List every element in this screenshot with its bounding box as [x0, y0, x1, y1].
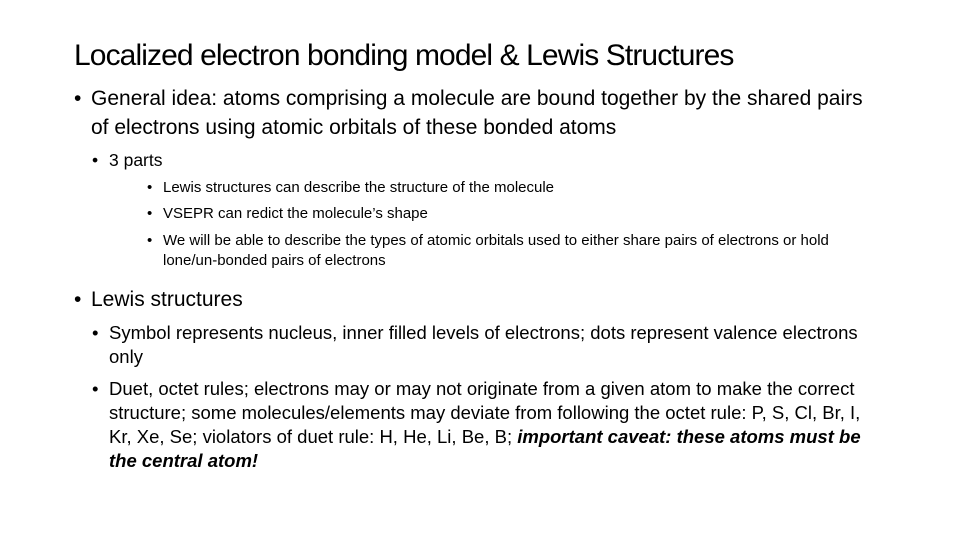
- slide-title: Localized electron bonding model & Lewis Structures: [74, 39, 734, 72]
- bullet-general-idea: [74, 84, 874, 142]
- bullet-dot: •: [147, 179, 153, 196]
- sub-bullet-symbol: [92, 321, 872, 369]
- sub-bullet-text: We will be able to describe the types of atomic orbitals used to either share pairs of electrons or hold lone/un-bonded pairs of electrons: [163, 232, 829, 269]
- bullet-lewis-structures: [74, 285, 874, 314]
- duet-octet-text: [109, 377, 872, 473]
- sub-bullet-text: VSEPR can redict the molecule’s shape: [163, 205, 428, 222]
- sub-bullet-text: Lewis structures can describe the structure of the molecule: [163, 179, 555, 196]
- sub-bullet-orbitals: [147, 231, 867, 271]
- bullet-dot: •: [92, 150, 99, 170]
- symbol-text: Symbol represents nucleus, inner filled levels of electrons; dots represent valence electrons only: [109, 322, 858, 367]
- bullet-three-parts: [92, 148, 872, 172]
- bullet-dot: •: [92, 378, 99, 399]
- sub-bullet-vsepr: [147, 204, 867, 224]
- important-caveat: important caveat: these atoms must be the central atom!: [109, 426, 861, 471]
- bullet-dot: •: [74, 87, 82, 110]
- three-parts-text: 3 parts: [109, 150, 163, 170]
- sub-bullet-duet-octet: [92, 377, 872, 473]
- bullet-dot: •: [147, 205, 153, 222]
- duet-octet-body: Duet, octet rules; electrons may or may not originate from a given atom to make the correct structure; some molecules/elements may deviate from following the octet rule: P, S, Cl, Br, I, Kr, Xe, Se; violators of duet rule: H, He, Li, Be, B;: [109, 378, 861, 447]
- bullet-dot: •: [74, 288, 82, 311]
- bullet-dot: •: [147, 232, 153, 249]
- general-idea-text: General idea: atoms comprising a molecule are bound together by the shared pairs of electrons using atomic orbitals of these bonded atoms: [91, 87, 863, 139]
- bullet-dot: •: [92, 322, 99, 343]
- sub-bullet-lewis-describe: [147, 178, 867, 198]
- lewis-structures-text: Lewis structures: [91, 288, 243, 311]
